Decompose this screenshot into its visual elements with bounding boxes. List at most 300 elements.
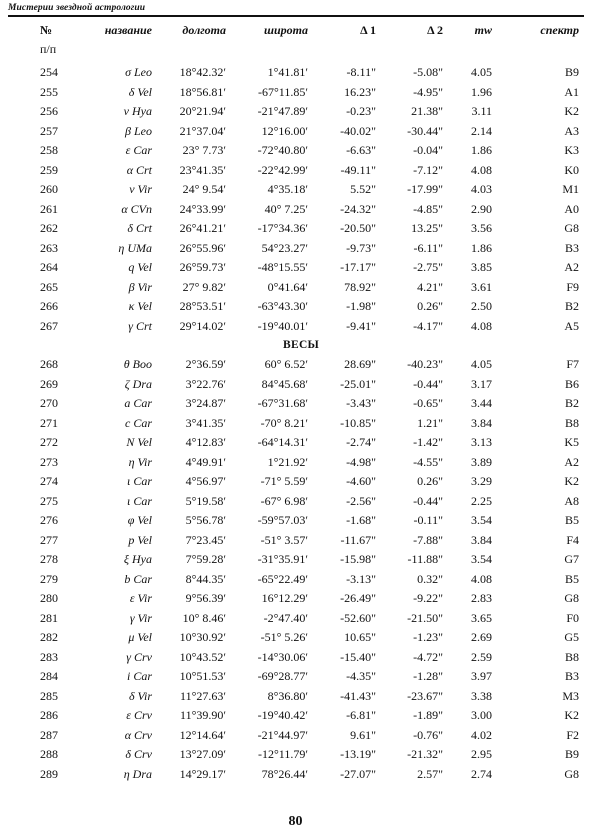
cell-magnitude: 2.95 — [471, 747, 492, 761]
cell-latitude: -65°22.49′ — [257, 571, 308, 586]
cell-star-name: α Crt — [126, 162, 152, 177]
cell-star-name: ε Vir — [129, 591, 152, 605]
cell-magnitude: 2.14 — [471, 123, 492, 138]
table-row — [0, 355, 591, 375]
col-header-spectrum: спектр — [540, 23, 579, 37]
cell-delta2: -1.89" — [413, 708, 443, 722]
cell-latitude: 60° 6.52′ — [264, 357, 308, 371]
cell-delta2: 4.21" — [417, 279, 443, 294]
table-row — [0, 258, 591, 278]
cell-delta1: -41.43" — [340, 688, 376, 703]
header-row-2 — [0, 41, 591, 63]
cell-number: 284 — [40, 669, 58, 683]
table-row — [0, 589, 591, 609]
cell-delta1: -2.74" — [346, 435, 376, 449]
cell-number: 266 — [40, 299, 58, 313]
cell-star-name: μ Vel — [128, 630, 152, 644]
cell-number: 267 — [40, 318, 58, 333]
table-row — [0, 687, 591, 707]
cell-delta1: -2.56" — [346, 493, 376, 508]
cell-spectrum: B6 — [564, 376, 579, 391]
cell-number: 280 — [40, 591, 58, 605]
cell-spectrum: B5 — [564, 513, 579, 527]
cell-delta1: -27.07" — [340, 766, 376, 781]
table-row — [0, 628, 591, 648]
cell-longitude: 13°27.09′ — [179, 747, 226, 761]
cell-number: 255 — [40, 84, 58, 99]
cell-delta1: -8.11" — [346, 65, 376, 79]
header-row — [0, 22, 591, 41]
cell-delta2: -21.50" — [407, 610, 443, 625]
cell-longitude: 14°29.17′ — [179, 766, 226, 781]
cell-spectrum: A2 — [564, 454, 579, 469]
cell-delta2: 0.32" — [417, 571, 443, 586]
cell-number: 285 — [40, 688, 58, 703]
cell-number: 257 — [40, 123, 58, 138]
cell-delta1: -40.02" — [340, 123, 376, 138]
cell-magnitude: 3.61 — [471, 279, 492, 294]
cell-longitude: 3°41.35′ — [185, 415, 226, 430]
cell-delta1: -11.67" — [340, 532, 376, 547]
cell-delta1: 5.52" — [350, 182, 376, 196]
cell-number: 283 — [40, 649, 58, 664]
cell-spectrum: G8 — [564, 766, 579, 781]
cell-delta1: -10.85" — [340, 415, 376, 430]
cell-number: 279 — [40, 571, 58, 586]
table-row — [0, 278, 591, 298]
cell-delta2: -40.23" — [407, 357, 443, 371]
col-header-magnitude: mw — [474, 23, 492, 37]
table-row — [0, 122, 591, 142]
cell-magnitude: 3.11 — [471, 104, 492, 118]
cell-spectrum: K2 — [564, 708, 579, 722]
section-row — [0, 336, 591, 355]
cell-magnitude: 4.08 — [471, 162, 492, 177]
cell-longitude: 3°24.87′ — [185, 396, 226, 410]
cell-number: 269 — [40, 376, 58, 391]
table-row — [0, 375, 591, 395]
table-row — [0, 102, 591, 122]
cell-delta2: -0.65" — [413, 396, 443, 410]
cell-delta2: -17.99" — [407, 182, 443, 196]
cell-latitude: 40° 7.25′ — [264, 201, 308, 216]
star-table-grid — [0, 22, 591, 784]
cell-delta2: -7.12" — [413, 162, 443, 177]
cell-spectrum: F9 — [566, 279, 579, 294]
cell-delta1: -3.43" — [346, 396, 376, 410]
cell-spectrum: B9 — [564, 747, 579, 761]
cell-latitude: 84°45.68′ — [261, 376, 308, 391]
cell-delta2: -5.08" — [413, 65, 443, 79]
cell-magnitude: 3.38 — [471, 688, 492, 703]
cell-longitude: 23°41.35′ — [179, 162, 226, 177]
cell-star-name: c Car — [125, 415, 152, 430]
cell-magnitude: 4.03 — [471, 182, 492, 196]
cell-delta1: -6.63" — [346, 143, 376, 157]
cell-number: 262 — [40, 221, 58, 235]
cell-star-name: α Crv — [124, 727, 152, 742]
cell-spectrum: B8 — [564, 649, 579, 664]
cell-number: 258 — [40, 143, 58, 157]
cell-longitude: 18°42.32′ — [179, 65, 226, 79]
cell-number: 265 — [40, 279, 58, 294]
col-header-number: № — [40, 23, 53, 37]
cell-latitude: -67°31.68′ — [257, 396, 308, 410]
cell-longitude: 10°51.53′ — [179, 669, 226, 683]
cell-latitude: -21°44.97′ — [257, 727, 308, 742]
cell-delta2: 0.26" — [417, 474, 443, 488]
cell-magnitude: 2.74 — [471, 766, 492, 781]
cell-delta2: 13.25" — [411, 221, 443, 235]
cell-delta1: 78.92" — [344, 279, 376, 294]
cell-star-name: η Dra — [123, 766, 152, 781]
cell-spectrum: F0 — [566, 610, 579, 625]
cell-magnitude: 3.85 — [471, 260, 492, 274]
cell-spectrum: K2 — [564, 104, 579, 118]
cell-spectrum: K2 — [564, 474, 579, 488]
cell-magnitude: 3.54 — [471, 552, 492, 566]
cell-spectrum: B3 — [564, 240, 579, 255]
cell-star-name: δ Crt — [127, 221, 152, 235]
table-body — [0, 63, 591, 784]
cell-longitude: 12°14.64′ — [179, 727, 226, 742]
cell-spectrum: B2 — [564, 299, 579, 313]
table-row — [0, 180, 591, 200]
table-row — [0, 765, 591, 785]
cell-star-name: ξ Hya — [123, 552, 152, 566]
table-row — [0, 219, 591, 239]
cell-latitude: -67°11.85′ — [258, 84, 308, 99]
cell-magnitude: 3.17 — [471, 376, 492, 391]
cell-delta2: 0.26" — [417, 299, 443, 313]
cell-spectrum: B5 — [564, 571, 579, 586]
table-row — [0, 706, 591, 726]
table-row — [0, 648, 591, 668]
cell-spectrum: A8 — [564, 493, 579, 508]
cell-magnitude: 4.08 — [471, 571, 492, 586]
table-row — [0, 667, 591, 687]
cell-star-name: ι Car — [126, 493, 152, 508]
cell-longitude: 28°53.51′ — [179, 299, 226, 313]
cell-number: 281 — [40, 610, 58, 625]
col-header-latitude: широта — [263, 23, 308, 37]
cell-delta2: -11.88" — [407, 552, 443, 566]
cell-number: 288 — [40, 747, 58, 761]
cell-delta1: 28.69" — [344, 357, 376, 371]
cell-longitude: 10°43.52′ — [179, 649, 226, 664]
table-row — [0, 141, 591, 161]
cell-latitude: -17°34.36′ — [257, 221, 308, 235]
cell-magnitude: 2.69 — [471, 630, 492, 644]
cell-number: 264 — [40, 260, 58, 274]
cell-latitude: 1°21.92′ — [267, 454, 308, 469]
cell-spectrum: G7 — [564, 552, 579, 566]
cell-number: 261 — [40, 201, 58, 216]
cell-latitude: 54°23.27′ — [261, 240, 308, 255]
cell-longitude: 27° 9.82′ — [182, 279, 226, 294]
cell-latitude: -69°28.77′ — [257, 669, 308, 683]
cell-magnitude: 2.90 — [471, 201, 492, 216]
table-row — [0, 297, 591, 317]
cell-delta1: -13.19" — [340, 747, 376, 761]
cell-delta1: 9.61" — [350, 727, 376, 742]
cell-latitude: -51° 5.26′ — [260, 630, 308, 644]
table-row — [0, 433, 591, 453]
cell-magnitude: 3.65 — [471, 610, 492, 625]
cell-star-name: φ Vel — [127, 513, 152, 527]
cell-star-name: ε Crv — [126, 708, 152, 722]
cell-spectrum: A5 — [564, 318, 579, 333]
table-row — [0, 317, 591, 337]
cell-delta1: -4.98" — [346, 454, 376, 469]
cell-longitude: 9°56.39′ — [185, 591, 226, 605]
cell-star-name: ι Car — [126, 474, 152, 488]
cell-star-name: ε Car — [125, 143, 152, 157]
cell-magnitude: 4.05 — [471, 357, 492, 371]
header-spacer — [58, 41, 591, 63]
cell-longitude: 10° 8.46′ — [182, 610, 226, 625]
cell-star-name: γ Crt — [128, 318, 152, 333]
table-row — [0, 550, 591, 570]
cell-number: 254 — [40, 65, 58, 79]
cell-latitude: 4°35.18′ — [267, 182, 308, 196]
cell-magnitude: 3.89 — [471, 454, 492, 469]
cell-delta2: -21.32" — [407, 747, 443, 761]
cell-star-name: γ Crv — [126, 649, 152, 664]
cell-delta2: 2.57" — [417, 766, 443, 781]
cell-longitude: 18°56.81′ — [179, 84, 226, 99]
cell-number: 289 — [40, 766, 58, 781]
table-row — [0, 492, 591, 512]
cell-longitude: 7°23.45′ — [185, 532, 226, 547]
cell-longitude: 4°56.97′ — [185, 474, 226, 488]
cell-spectrum: F7 — [566, 357, 579, 371]
cell-spectrum: A3 — [564, 123, 579, 138]
col-header-delta1: Δ 1 — [360, 23, 376, 37]
cell-delta2: -7.88" — [413, 532, 443, 547]
cell-magnitude: 2.50 — [471, 299, 492, 313]
table-row — [0, 239, 591, 259]
cell-delta1: -1.98" — [346, 299, 376, 313]
cell-longitude: 5°56.78′ — [185, 513, 226, 527]
cell-longitude: 10°30.92′ — [179, 630, 226, 644]
cell-latitude: 8°36.80′ — [267, 688, 308, 703]
cell-delta2: -0.44" — [413, 376, 443, 391]
cell-delta2: -4.55" — [413, 454, 443, 469]
cell-spectrum: G8 — [564, 591, 579, 605]
cell-number: 259 — [40, 162, 58, 177]
cell-star-name: N Vel — [126, 435, 152, 449]
cell-star-name: η Vir — [128, 454, 152, 469]
cell-star-name: β Leo — [125, 123, 152, 138]
cell-number: 274 — [40, 474, 58, 488]
cell-star-name: η UMa — [118, 240, 152, 255]
cell-delta2: -1.23" — [413, 630, 443, 644]
cell-latitude: 78°26.44′ — [261, 766, 308, 781]
cell-latitude: 1°41.81′ — [267, 65, 308, 79]
cell-longitude: 21°37.04′ — [179, 123, 226, 138]
table-row — [0, 200, 591, 220]
cell-spectrum: B3 — [564, 669, 579, 683]
table-row — [0, 83, 591, 103]
cell-delta1: -26.49" — [340, 591, 376, 605]
cell-longitude: 24°33.99′ — [179, 201, 226, 216]
table-row — [0, 531, 591, 551]
cell-latitude: -31°35.91′ — [257, 552, 308, 566]
cell-delta2: 21.38" — [411, 104, 443, 118]
cell-delta2: -6.11" — [413, 240, 443, 255]
cell-delta2: -9.22" — [413, 591, 443, 605]
cell-number: 273 — [40, 454, 58, 469]
col-header-longitude: долгота — [182, 23, 226, 37]
cell-number: 272 — [40, 435, 58, 449]
table-row — [0, 745, 591, 765]
cell-delta2: -4.95" — [413, 84, 443, 99]
cell-latitude: -2°47.40′ — [263, 610, 308, 625]
cell-magnitude: 1.86 — [471, 240, 492, 255]
cell-spectrum: A1 — [564, 84, 579, 99]
table-row — [0, 511, 591, 531]
cell-star-name: γ Vir — [129, 610, 152, 625]
cell-magnitude: 2.25 — [471, 493, 492, 508]
cell-magnitude: 3.54 — [471, 513, 492, 527]
cell-delta1: -3.13" — [346, 571, 376, 586]
cell-number: 287 — [40, 727, 58, 742]
cell-spectrum: A0 — [564, 201, 579, 216]
cell-longitude: 24° 9.54′ — [182, 182, 226, 196]
cell-latitude: -64°14.31′ — [257, 435, 308, 449]
cell-number: 271 — [40, 415, 58, 430]
cell-spectrum: M1 — [562, 182, 579, 196]
cell-star-name: p Vel — [128, 532, 152, 547]
cell-latitude: 12°16.00′ — [261, 123, 308, 138]
cell-delta1: -52.60" — [340, 610, 376, 625]
cell-delta2: -4.85" — [413, 201, 443, 216]
cell-latitude: -63°43.30′ — [257, 299, 308, 313]
cell-longitude: 26°55.96′ — [179, 240, 226, 255]
col-header-delta2: Δ 2 — [427, 23, 443, 37]
cell-delta1: -20.50" — [340, 221, 376, 235]
cell-latitude: -19°40.42′ — [257, 708, 308, 722]
cell-delta1: -17.17" — [340, 260, 376, 274]
cell-delta2: -23.67" — [407, 688, 443, 703]
cell-star-name: ν Hya — [123, 104, 152, 118]
cell-longitude: 23° 7.73′ — [182, 143, 226, 157]
cell-delta1: -15.98" — [340, 552, 376, 566]
cell-number: 277 — [40, 532, 58, 547]
cell-magnitude: 4.08 — [471, 318, 492, 333]
cell-longitude: 3°22.76′ — [185, 376, 226, 391]
cell-number: 278 — [40, 552, 58, 566]
cell-number: 275 — [40, 493, 58, 508]
cell-delta1: -49.11" — [340, 162, 376, 177]
cell-star-name: δ Crv — [125, 747, 152, 761]
table-row — [0, 161, 591, 181]
cell-longitude: 11°39.90′ — [180, 708, 226, 722]
cell-star-name: α CVn — [121, 201, 152, 216]
cell-longitude: 20°21.94′ — [179, 104, 226, 118]
cell-magnitude: 3.29 — [471, 474, 492, 488]
cell-latitude: -48°15.55′ — [257, 260, 308, 274]
cell-delta2: -2.75" — [413, 260, 443, 274]
cell-latitude: -72°40.80′ — [257, 143, 308, 157]
cell-magnitude: 2.83 — [471, 591, 492, 605]
cell-delta1: -1.68" — [346, 513, 376, 527]
cell-delta1: -4.60" — [346, 474, 376, 488]
cell-latitude: 0°41.64′ — [267, 279, 308, 294]
cell-number: 286 — [40, 708, 58, 722]
cell-number: 263 — [40, 240, 58, 255]
table-row — [0, 63, 591, 83]
cell-spectrum: B8 — [564, 415, 579, 430]
col-header-number-sub: п/п — [40, 42, 57, 56]
cell-spectrum: M3 — [562, 688, 579, 703]
cell-longitude: 26°41.21′ — [179, 221, 226, 235]
cell-magnitude: 3.13 — [471, 435, 492, 449]
cell-delta1: -9.73" — [346, 240, 376, 255]
table-row — [0, 414, 591, 434]
cell-magnitude: 4.05 — [471, 65, 492, 79]
cell-latitude: -51° 3.57′ — [260, 532, 308, 547]
cell-delta2: 1.21" — [417, 415, 443, 430]
cell-delta2: -30.44" — [407, 123, 443, 138]
cell-magnitude: 3.97 — [471, 669, 492, 683]
cell-star-name: ζ Dra — [124, 376, 152, 391]
cell-latitude: -14°30.06′ — [257, 649, 308, 664]
cell-star-name: κ Vel — [128, 299, 152, 313]
cell-magnitude: 4.02 — [471, 727, 492, 742]
page-number: 80 — [288, 814, 303, 829]
table-row — [0, 472, 591, 492]
cell-delta1: -15.40" — [340, 649, 376, 664]
cell-delta1: -25.01" — [340, 376, 376, 391]
cell-number: 276 — [40, 513, 58, 527]
cell-delta2: -0.04" — [413, 143, 443, 157]
cell-star-name: σ Leo — [125, 65, 152, 79]
cell-magnitude: 1.96 — [471, 84, 492, 99]
col-header-name: название — [104, 23, 152, 37]
cell-delta2: -1.42" — [413, 435, 443, 449]
cell-longitude: 2°36.59′ — [185, 357, 226, 371]
cell-latitude: -19°40.01′ — [257, 318, 308, 333]
cell-longitude: 26°59.73′ — [179, 260, 226, 274]
cell-star-name: β Vir — [128, 279, 152, 294]
cell-magnitude: 3.00 — [471, 708, 492, 722]
cell-longitude: 7°59.28′ — [185, 552, 226, 566]
cell-latitude: 16°12.29′ — [261, 591, 308, 605]
cell-delta2: -4.17" — [413, 318, 443, 333]
cell-spectrum: B2 — [564, 396, 579, 410]
cell-delta2: -0.44" — [413, 493, 443, 508]
cell-delta2: -4.72" — [413, 649, 443, 664]
cell-spectrum: F4 — [566, 532, 579, 547]
cell-longitude: 4°49.91′ — [185, 454, 226, 469]
table-row — [0, 453, 591, 473]
cell-spectrum: K5 — [564, 435, 579, 449]
cell-delta2: -0.11" — [413, 513, 443, 527]
cell-number: 260 — [40, 182, 58, 196]
cell-longitude: 8°44.35′ — [185, 571, 226, 586]
table-row — [0, 394, 591, 414]
cell-star-name: δ Vir — [128, 688, 152, 703]
table-row — [0, 726, 591, 746]
cell-star-name: q Vel — [128, 260, 152, 274]
cell-delta1: -6.81" — [346, 708, 376, 722]
cell-delta2: -0.76" — [413, 727, 443, 742]
table-row — [0, 609, 591, 629]
cell-latitude: -70° 8.21′ — [260, 415, 308, 430]
cell-number: 282 — [40, 630, 58, 644]
